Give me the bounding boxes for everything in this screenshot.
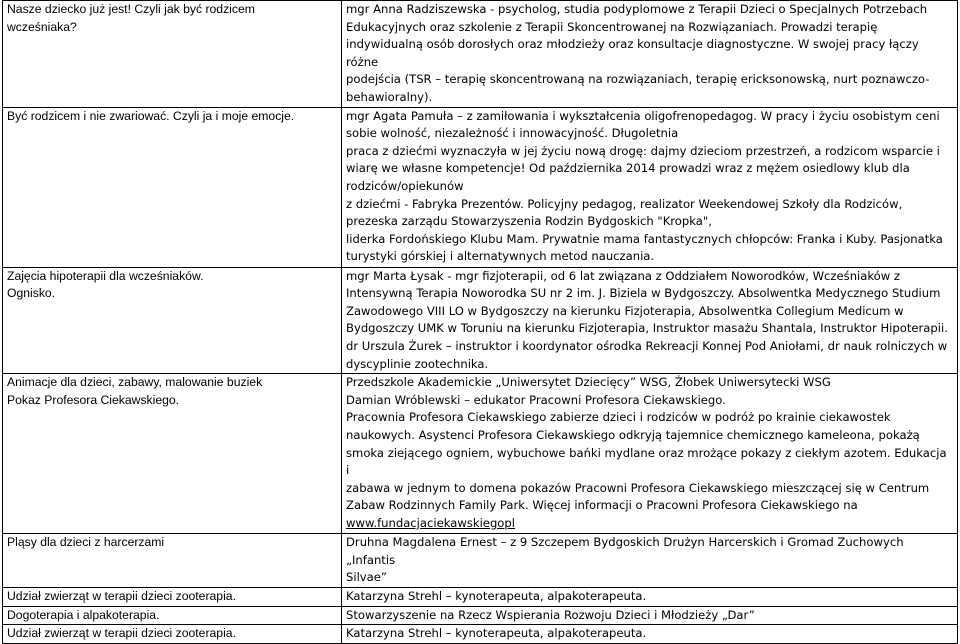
description-line: podejścia (TSR – terapię skoncentrowaną na rozwiązaniach, terapię ericksonowską, nurt poznawczo-: [346, 72, 930, 87]
description-line: Katarzyna Strehl – kynoterapeuta, alpakoterapeuta.: [346, 626, 647, 641]
topic-line: Ognisko.: [7, 286, 56, 301]
topic-cell: [3, 534, 342, 588]
document-table: [2, 0, 958, 644]
description-line: zabawa w jednym to domena pokazów Pracowni Profesora Ciekawskiego mieszczącej się w Centrum: [346, 480, 930, 495]
topic-line: Pokaz Profesora Ciekawskiego.: [7, 392, 180, 407]
description-cell: [342, 587, 958, 606]
description-line: Intensywną Terapia Noworodka SU nr 2 im. J. Biziela w Bydgoszczy. Absolwentka Medycznego Studium: [346, 286, 941, 301]
topic-line: Udział zwierząt w terapii dzieci zooterapia.: [7, 626, 236, 641]
topic-cell: [3, 606, 342, 625]
table-row: [3, 374, 958, 534]
topic-line: wcześniaka?: [7, 19, 77, 34]
description-line: Silvae”: [346, 570, 387, 585]
description-line: mgr Agata Pamuła – z zamiłowania i wykształcenia oligofrenopedagog. W pracy i życiu osobistym ceni: [346, 108, 940, 123]
description-line: dr Urszula Żurek – instruktor i koordynator ośrodka Rekreacji Konnej Pod Aniołami, dr nauk rolniczych w: [346, 338, 948, 353]
description-line: turystyki górskiej i alternatywnych metod nauczania.: [346, 249, 655, 264]
description-line: sobie wolność, niezależność i innowacyjność. Długoletnia: [346, 126, 679, 141]
topic-cell: [3, 107, 342, 267]
description-line: naukowych. Asystenci Profesora Ciekawskiego odkryją tajemnice chemicznego kameleona, pokażą: [346, 427, 920, 442]
topic-cell: [3, 267, 342, 374]
description-line: mgr Marta Łysak - mgr fizjoterapii, od 6 lat związana z Oddziałem Noworodków, Wcześniaków z: [346, 268, 901, 283]
table-row: [3, 107, 958, 267]
table-row: [3, 267, 958, 374]
description-cell: [342, 267, 958, 374]
description-line: Przedszkole Akademickie „Uniwersytet Dziecięcy” WSG, Żłobek Uniwersytecki WSG: [346, 375, 831, 390]
description-line: Druhna Magdalena Ernest – z 9 Szczepem Bydgoskich Drużyn Harcerskich i Gromad Zuchowych „Infantis: [346, 535, 904, 567]
description-line: Edukacyjnych oraz szkolenie z Terapii Skoncentrowanej na Rozwiązaniach. Prowadzi terapię: [346, 19, 878, 34]
description-line: dyscyplinie zootechnika.: [346, 356, 489, 371]
description-line: praca z dziećmi wyznaczyła w jej życiu nową drogę: dajmy dzieciom przestrzeń, a rodzicom wsparcie i: [346, 143, 940, 158]
table-row: [3, 625, 958, 644]
topic-line: Udział zwierząt w terapii dzieci zooterapia.: [7, 588, 236, 603]
description-line: Zawodowego VIII LO w Bydgoszczy na kierunku Fizjoterapia, Absolwentka Collegium Medicum w: [346, 303, 904, 318]
website-link[interactable]: www.fundacjaciekawskiegopl: [346, 515, 515, 530]
description-line: behawioralny).: [346, 89, 433, 104]
description-line: z dziećmi - Fabryka Prezentów. Policyjny pedagog, realizator Weekendowej Szkoły dla Rodziców,: [346, 196, 903, 211]
description-line: Bydgoszczy UMK w Toruniu na kierunku Fizjoterapia, Instruktor masażu Shantala, Instruktor Hipoterapii.: [346, 321, 948, 336]
topic-line: Pląsy dla dzieci z harcerzami: [7, 535, 165, 550]
topic-cell: [3, 1, 342, 108]
topic-line: Zajęcia hipoterapii dla wcześniaków.: [7, 268, 204, 283]
description-line: Zabaw Rodzinnych Family Park. Więcej informacji o Pracowni Profesora Ciekawskiego na: [346, 498, 858, 513]
table-row: [3, 1, 958, 108]
description-cell: [342, 107, 958, 267]
description-cell: [342, 1, 958, 108]
description-line: smoka ziejącego ogniem, wybuchowe bańki mydlane oraz mrożące pokazy z ciekłym azotem. Edukacja i: [346, 445, 947, 478]
description-cell: [342, 534, 958, 588]
topic-line: Animacje dla dzieci, zabawy, malowanie buziek: [7, 375, 263, 390]
topic-line: Nasze dziecko już jest! Czyli jak być rodzicem: [7, 2, 255, 16]
description-line: Katarzyna Strehl – kynoterapeuta, alpakoterapeuta.: [346, 588, 647, 603]
website-link-line: [346, 515, 953, 533]
description-cell: [342, 374, 958, 534]
topic-cell: [3, 625, 342, 644]
description-line: Damian Wróblewski – edukator Pracowni Profesora Ciekawskiego.: [346, 392, 726, 407]
description-line: wiarę we własne kompetencje! Od października 2014 prowadzi wraz z mężem osiedlowy klub dla: [346, 161, 910, 176]
description-line: prezeska zarządu Stowarzyszenia Rodzin Bydgoskich "Kropka",: [346, 214, 712, 229]
description-line: mgr Anna Radziszewska - psycholog, studia podyplomowe z Terapii Dzieci o Specjalnych Potrzebach: [346, 2, 928, 16]
topic-line: Być rodzicem i nie zwariować. Czyli ja i moje emocje.: [7, 108, 295, 123]
description-line: Pracownia Profesora Ciekawskiego zabierze dzieci i rodziców w podróż po krainie ciekawostek: [346, 410, 891, 425]
description-line: liderka Fordońskiego Klubu Mam. Prywatnie mama fantastycznych chłopców: Franka i Kuby. Pasjonatka: [346, 231, 943, 246]
table-row: [3, 587, 958, 606]
description-cell: [342, 625, 958, 644]
topic-cell: [3, 374, 342, 534]
description-line: rodziców/opiekunów: [346, 178, 464, 193]
description-line: Stowarzyszenie na Rzecz Wspierania Rozwoju Dzieci i Młodzieży „Dar”: [346, 607, 755, 622]
table-row: [3, 534, 958, 588]
topic-line: Dogoterapia i alpakoterapia.: [7, 607, 160, 622]
description-line: indywidualną osób dorosłych oraz młodzieży oraz konsultacje diagnostyczne. W swojej pracy łączy różne: [346, 37, 919, 69]
description-cell: [342, 606, 958, 625]
topic-cell: [3, 587, 342, 606]
table-row: [3, 606, 958, 625]
